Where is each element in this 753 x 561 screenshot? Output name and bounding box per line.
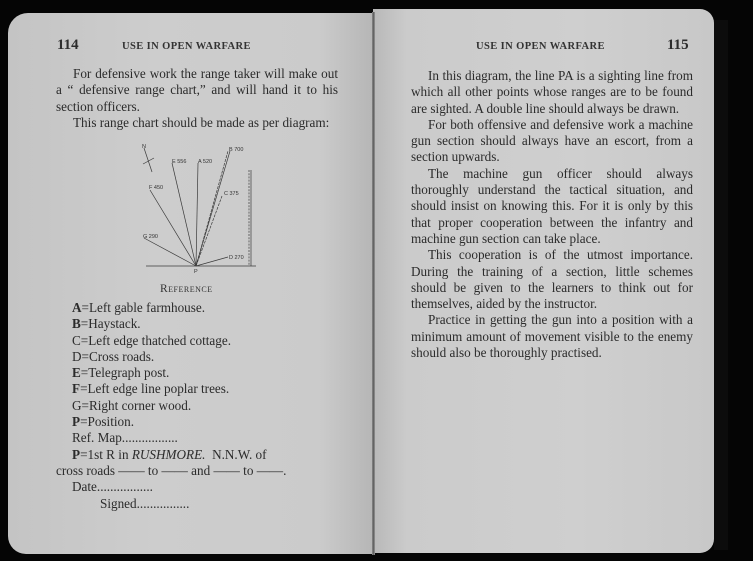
reference-item: D=Cross roads. xyxy=(72,348,155,364)
cross-roads-line: cross roads —— to —— and —— to ——. xyxy=(56,462,287,478)
reference-title: Reference xyxy=(160,283,213,295)
paragraph: Practice in getting the gun into a position with a minimum amount of movement visible to the enemy should also be thoroughly practised. xyxy=(411,312,693,361)
page-edge-shadow xyxy=(714,20,728,550)
paragraph: This cooperation is of the utmost importance. During the training of a section, little schemes should be given to the learners to think out for themselves, aided by the instructor. xyxy=(411,247,693,312)
point-label-p: P xyxy=(194,269,198,274)
position-line: P=1st R in RUSHMORE. N.N.W. of xyxy=(72,446,267,462)
point-label-g: G 290 xyxy=(143,234,158,240)
left-intro-text xyxy=(56,66,338,131)
diagram-labels xyxy=(142,144,244,274)
paragraph: For defensive work the range taker will make out a “ defensive range chart,” and will hand it to his section officers. xyxy=(56,66,338,114)
reference-item: C=Left edge thatched cottage. xyxy=(72,332,232,348)
reference-item: B=Haystack. xyxy=(72,316,141,332)
reference-item: G=Right corner wood. xyxy=(72,397,192,413)
point-label-e: E 556 xyxy=(172,159,187,165)
point-label-b: B 700 xyxy=(229,147,244,153)
reference-item: A=Left gable farmhouse. xyxy=(72,300,206,315)
paragraph: For both offensive and defensive work a machine gun section should always have an escort, from a section upwards. xyxy=(411,116,693,165)
reference-list xyxy=(56,300,362,512)
right-body-text xyxy=(411,68,693,361)
reference-item: E=Telegraph post. xyxy=(72,365,170,381)
page-number-left: 114 xyxy=(57,37,79,53)
reference-item: P=Position. xyxy=(72,414,135,430)
range-chart-diagram xyxy=(138,142,262,274)
reference-item: F=Left edge line poplar trees. xyxy=(72,381,230,397)
point-label-d: D 270 xyxy=(229,255,244,261)
ref-map-line: Ref. Map................. xyxy=(72,430,178,446)
paragraph: The machine gun officer should always thoroughly understand the tactical situation, and should insist on knowing this. For it is only by this that proper cooperation between the infantry and machine gun section can take place. xyxy=(411,165,693,246)
north-label: N xyxy=(142,144,146,150)
running-head-right: USE IN OPEN WARFARE xyxy=(476,41,605,52)
date-line: Date................. xyxy=(72,479,153,495)
point-label-a: A 520 xyxy=(198,159,213,165)
running-head-left: USE IN OPEN WARFARE xyxy=(122,41,251,52)
paragraph: In this diagram, the line PA is a sighting line from which all other points whose ranges are to be found are sighted. A double line should always be drawn. xyxy=(411,68,693,116)
book-gutter xyxy=(372,12,375,555)
page-number-right: 115 xyxy=(667,37,689,53)
paragraph: This range chart should be made as per diagram: xyxy=(73,114,330,130)
point-label-f: F 450 xyxy=(149,185,164,191)
signed-line: Signed................ xyxy=(100,495,190,511)
point-label-c: C 375 xyxy=(224,191,239,197)
